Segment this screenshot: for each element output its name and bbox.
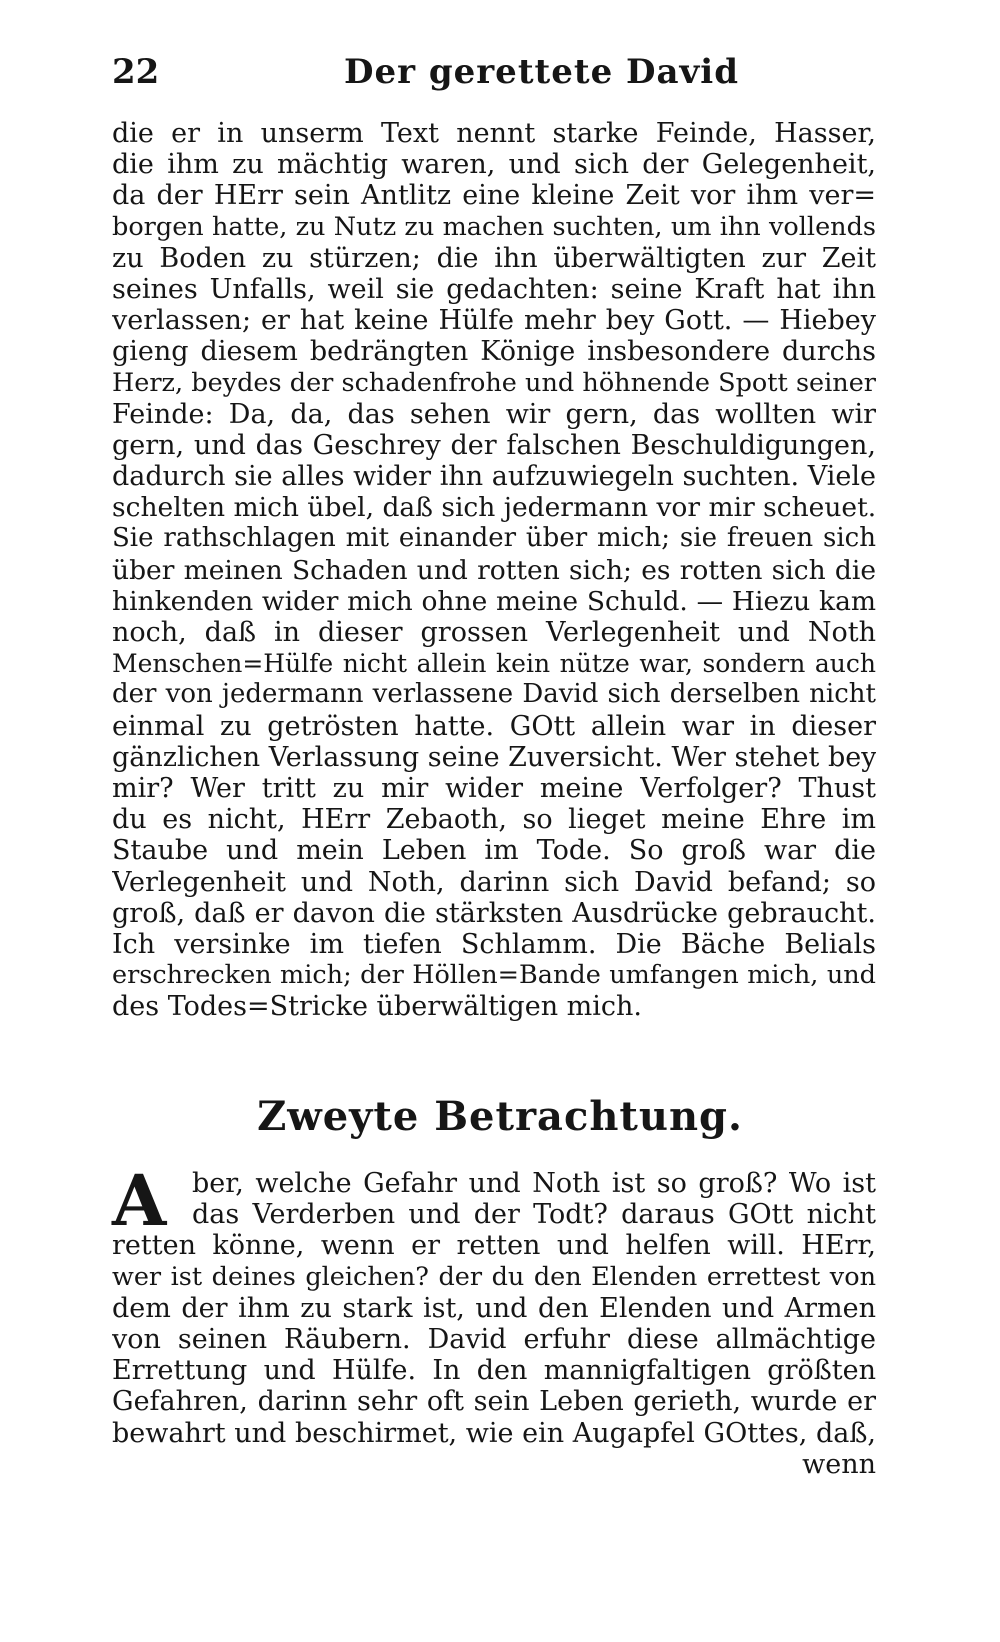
text-line: die ihm zu mächtig waren, und sich der Gelegenheit, <box>112 149 876 181</box>
text-line: da der HErr sein Antlitz eine kleine Zeit vor ihm ver= <box>112 180 876 212</box>
text-line: bewahrt und beschirmet, wie ein Augapfel GOttes, daß, <box>112 1417 876 1449</box>
text-line: dadurch sie alles wider ihn aufzuwiegeln suchten. Viele <box>112 461 876 493</box>
text-line: retten könne, wenn er retten und helfen will. HErr, <box>112 1230 876 1262</box>
text-line: erschrecken mich; der Höllen=Bande umfangen mich, und <box>112 960 876 991</box>
text-line: wer ist deines gleichen? der du den Elenden errettest von <box>112 1261 876 1292</box>
text-line: hinkenden wider mich ohne meine Schuld. — Hiezu kam <box>112 585 876 617</box>
text-line: borgen hatte, zu Nutz zu machen suchten, um ihn vollends <box>112 211 876 242</box>
text-line: das Verderben und der Todt? daraus GOtt nicht <box>192 1199 876 1231</box>
text-line: gieng diesem bedrängten Könige insbesondere durchs <box>112 336 876 368</box>
text-line: Verlegenheit und Noth, darinn sich David befand; so <box>112 866 876 898</box>
text-line: die er in unserm Text nennt starke Feinde, Hasser, <box>112 118 876 149</box>
text-line: mir? Wer tritt zu mir wider meine Verfolger? Thust <box>112 772 876 804</box>
text-line: einmal zu getrösten hatte. GOtt allein war in dieser <box>112 710 876 742</box>
text-line: du es nicht, HErr Zebaoth, so lieget meine Ehre im <box>112 804 876 836</box>
page-number: 22 <box>112 52 160 92</box>
text-line: ber, welche Gefahr und Noth ist so groß? Wo ist <box>192 1168 876 1199</box>
text-line: Menschen=Hülfe nicht allein kein nütze war, sondern auch <box>112 649 876 679</box>
text-line: von seinen Räubern. David erfuhr diese allmächtige <box>112 1323 876 1355</box>
text-line: der von jedermann verlassene David sich derselben nicht <box>112 679 876 710</box>
body-paragraph <box>112 118 876 1022</box>
text-line: Ich versinke im tiefen Schlamm. Die Bäche Belials <box>112 928 876 960</box>
section-paragraph <box>112 1159 876 1480</box>
text-line: zu Boden zu stürzen; die ihn überwältigten zur Zeit <box>112 242 876 274</box>
page-header <box>112 52 872 100</box>
drop-cap: A <box>112 1159 167 1242</box>
text-line: verlassen; er hat keine Hülfe mehr bey Gott. — Hiebey <box>112 305 876 337</box>
text-line: Errettung und Hülfe. In den mannigfaltigen größten <box>112 1355 876 1387</box>
text-line: noch, daß in dieser grossen Verlegenheit und Noth <box>112 617 876 648</box>
text-line: über meinen Schaden und rotten sich; es rotten sich die <box>112 554 876 586</box>
text-line: gern, und das Geschrey der falschen Beschuldigungen, <box>112 429 876 461</box>
text-line: Feinde: Da, da, das sehen wir gern, das wollten wir <box>112 398 876 430</box>
text-line: des Todes=Stricke überwältigen mich. <box>112 991 642 1023</box>
text-line: Sie rathschlagen mit einander über mich; sie freuen sich <box>112 523 876 554</box>
text-line: Gefahren, darinn sehr oft sein Leben gerieth, wurde er <box>112 1386 876 1418</box>
text-line: gänzlichen Verlassung seine Zuversicht. Wer stehet bey <box>112 741 876 773</box>
text-line: dem der ihm zu stark ist, und den Elenden und Armen <box>112 1292 876 1324</box>
text-line: schelten mich übel, daß sich jedermann vor mir scheuet. <box>112 492 876 524</box>
text-line: Staube und mein Leben im Tode. So groß war die <box>112 835 876 867</box>
catchword: wenn <box>802 1448 876 1480</box>
text-line: seines Unfalls, weil sie gedachten: seine Kraft hat ihn <box>112 273 876 305</box>
text-line: Herz, beydes der schadenfrohe und höhnende Spott seiner <box>112 367 876 398</box>
text-line: groß, daß er davon die stärksten Ausdrücke gebraucht. <box>112 897 876 929</box>
section-heading: Zweyte Betrachtung. <box>257 1093 743 1140</box>
running-title: Der gerettete David <box>344 52 739 92</box>
